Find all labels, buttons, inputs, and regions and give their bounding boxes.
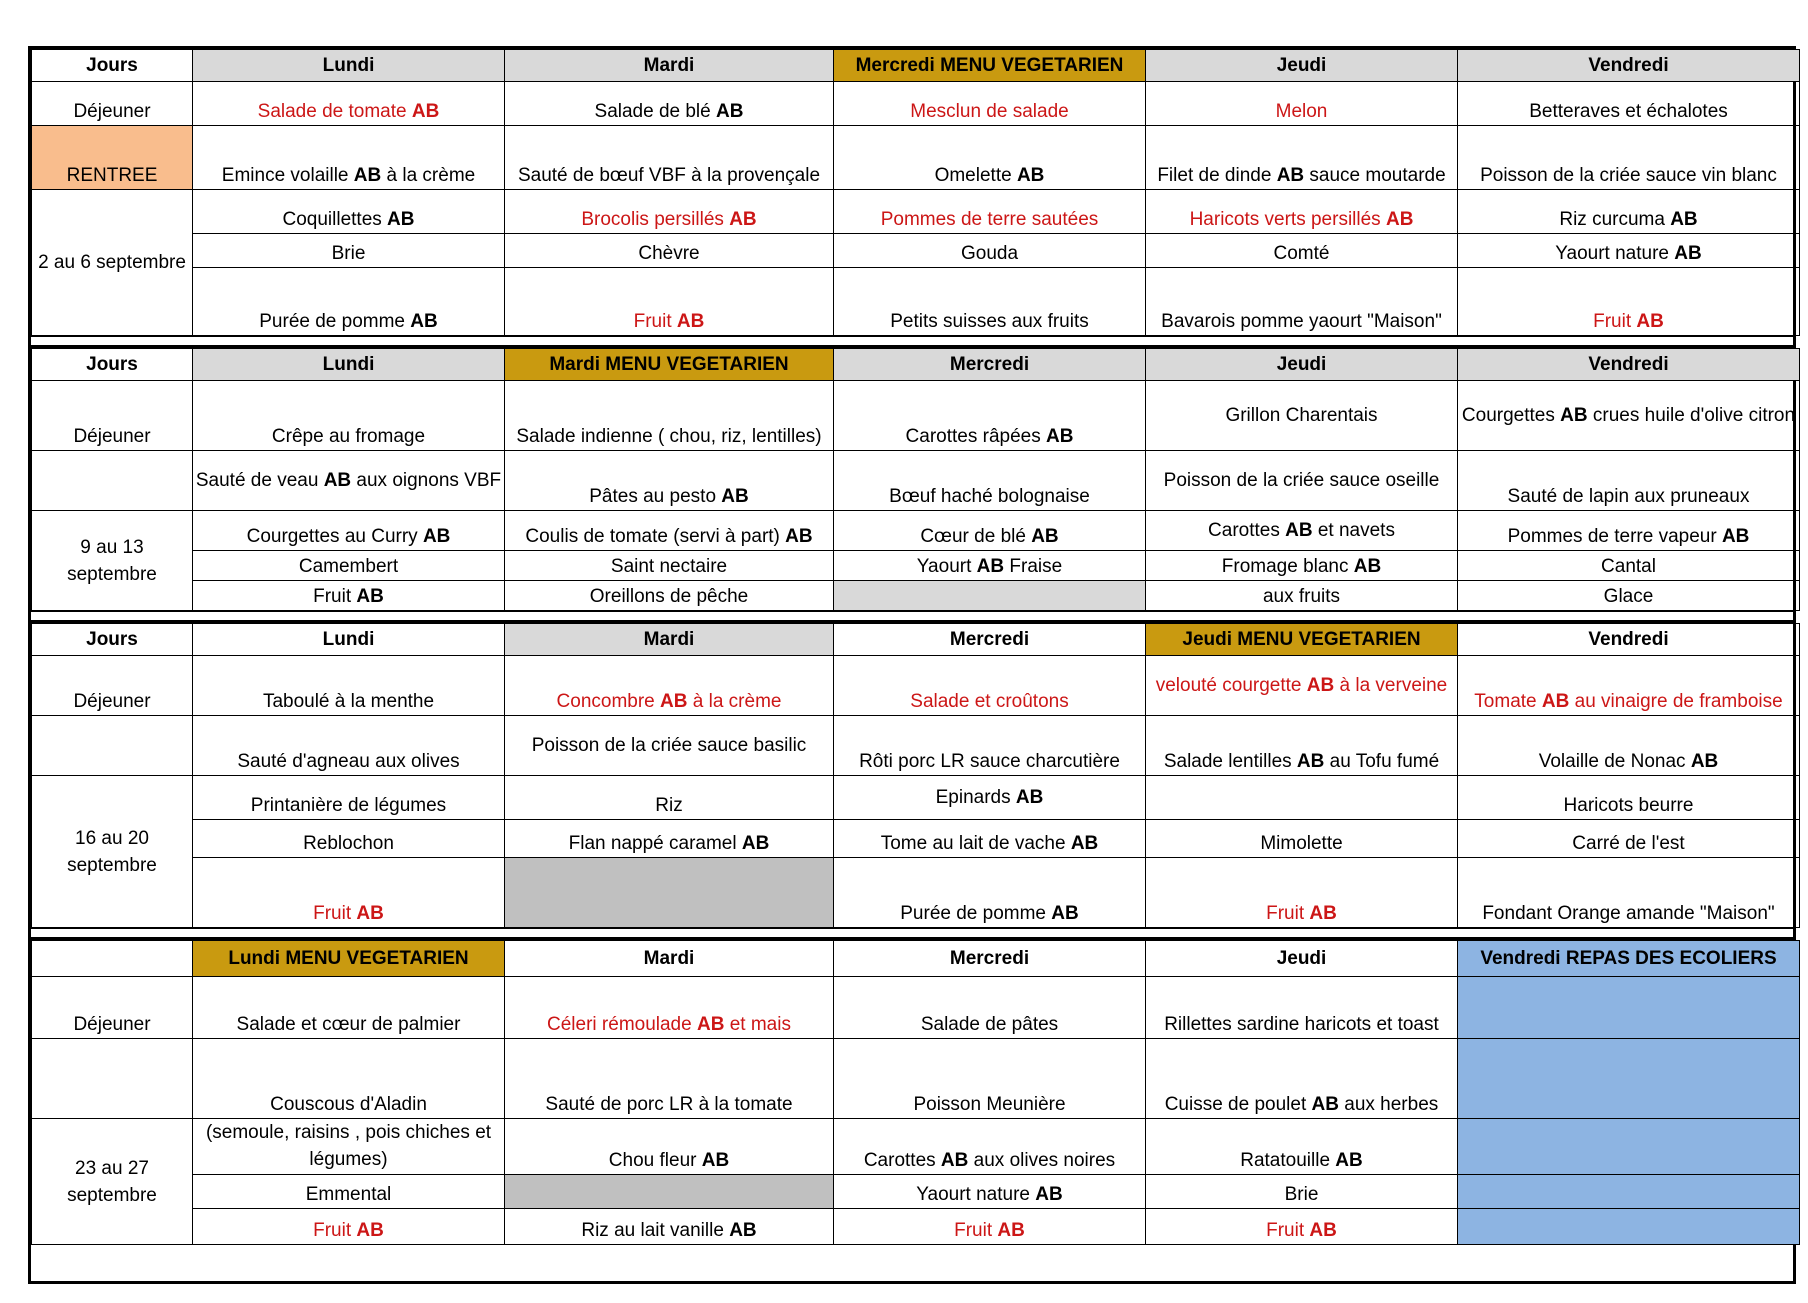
day-header-wednesday-vegetarian: Mercredi MENU VEGETARIEN xyxy=(834,50,1146,82)
day-header-monday: Lundi xyxy=(193,624,505,656)
menu-cell: Poisson Meunière xyxy=(834,1039,1146,1119)
day-header-monday: Lundi xyxy=(193,349,505,381)
empty-cell xyxy=(505,1175,834,1209)
meal-label-dejeuner: Déjeuner xyxy=(32,977,193,1039)
menu-cell: Oreillons de pêche xyxy=(505,581,834,611)
menu-cell: Mimolette xyxy=(1146,820,1458,858)
menu-cell: Fondant Orange amande "Maison" xyxy=(1458,858,1800,928)
menu-cell: Carottes râpées AB xyxy=(834,381,1146,451)
menu-cell: Courgettes AB crues huile d'olive citron xyxy=(1458,381,1800,451)
menu-cell: Flan nappé caramel AB xyxy=(505,820,834,858)
week-dates-label: 9 au 13 septembre xyxy=(32,511,193,611)
ecoliers-cell xyxy=(1458,977,1800,1039)
menu-cell: Betteraves et échalotes xyxy=(1458,82,1800,126)
menu-cell: Céleri rémoulade AB et mais xyxy=(505,977,834,1039)
day-header-thursday: Jeudi xyxy=(1146,50,1458,82)
jours-header: Jours xyxy=(32,50,193,82)
day-header-tuesday: Mardi xyxy=(505,624,834,656)
empty-label-cell xyxy=(32,451,193,511)
meal-label-dejeuner: Déjeuner xyxy=(32,381,193,451)
menu-cell: Pommes de terre sautées xyxy=(834,190,1146,234)
menu-cell: Salade lentilles AB au Tofu fumé xyxy=(1146,716,1458,776)
menu-cell: Crêpe au fromage xyxy=(193,381,505,451)
menu-cell: Poisson de la criée sauce basilic xyxy=(505,716,834,776)
menu-cell: Fruit AB xyxy=(1458,268,1800,336)
menu-cell: Brie xyxy=(1146,1175,1458,1209)
menu-cell: Fruit AB xyxy=(193,858,505,928)
menu-cell: Riz curcuma AB xyxy=(1458,190,1800,234)
menu-cell: Reblochon xyxy=(193,820,505,858)
menu-cell: Yaourt nature AB xyxy=(1458,234,1800,268)
day-header-friday: Vendredi xyxy=(1458,624,1800,656)
empty-cell xyxy=(505,858,834,928)
empty-cell xyxy=(834,581,1146,611)
ecoliers-cell xyxy=(1458,1175,1800,1209)
menu-cell: velouté courgette AB à la verveine xyxy=(1146,656,1458,716)
day-header-friday: Vendredi xyxy=(1458,349,1800,381)
menu-cell: Salade de tomate AB xyxy=(193,82,505,126)
ecoliers-cell xyxy=(1458,1119,1800,1175)
menu-cell: Carottes AB et navets xyxy=(1146,511,1458,551)
menu-cell: Salade et croûtons xyxy=(834,656,1146,716)
menu-cell: Melon xyxy=(1146,82,1458,126)
week-dates-label: 2 au 6 septembre xyxy=(32,190,193,336)
menu-cell: Taboulé à la menthe xyxy=(193,656,505,716)
jours-header: Jours xyxy=(32,349,193,381)
empty-cell xyxy=(1146,776,1458,820)
menu-cell: Cuisse de poulet AB aux herbes xyxy=(1146,1039,1458,1119)
day-header-tuesday: Mardi xyxy=(505,50,834,82)
menu-cell: Yaourt AB Fraise xyxy=(834,551,1146,581)
menu-cell: Sauté de lapin aux pruneaux xyxy=(1458,451,1800,511)
day-header-monday: Lundi xyxy=(193,50,505,82)
day-header-wednesday: Mercredi xyxy=(834,349,1146,381)
day-header-monday-vegetarian: Lundi MENU VEGETARIEN xyxy=(193,941,505,977)
day-header-friday-ecoliers: Vendredi REPAS DES ECOLIERS xyxy=(1458,941,1800,977)
week-3-table xyxy=(31,623,1800,928)
menu-cell: Fruit AB xyxy=(1146,1209,1458,1245)
menu-cell: Brocolis persillés AB xyxy=(505,190,834,234)
empty-label-cell xyxy=(32,716,193,776)
menu-cell: Cœur de blé AB xyxy=(834,511,1146,551)
week-separator xyxy=(31,611,1793,623)
menu-cell: Petits suisses aux fruits xyxy=(834,268,1146,336)
menu-cell: Filet de dinde AB sauce moutarde xyxy=(1146,126,1458,190)
menu-cell: Salade indienne ( chou, riz, lentilles) xyxy=(505,381,834,451)
jours-header xyxy=(32,941,193,977)
day-header-wednesday: Mercredi xyxy=(834,941,1146,977)
menu-cell: Fruit AB xyxy=(1146,858,1458,928)
week-dates-label: 16 au 20 septembre xyxy=(32,776,193,928)
menu-cell: Poisson de la criée sauce vin blanc xyxy=(1458,126,1800,190)
ecoliers-cell xyxy=(1458,1209,1800,1245)
menu-cell: aux fruits xyxy=(1146,581,1458,611)
menu-cell: Poisson de la criée sauce oseille xyxy=(1146,451,1458,511)
week-separator xyxy=(31,336,1793,348)
empty-label-cell xyxy=(32,1039,193,1119)
menu-cell: Yaourt nature AB xyxy=(834,1175,1146,1209)
menu-cell: Bœuf haché bolognaise xyxy=(834,451,1146,511)
menu-cell: Carottes AB aux olives noires xyxy=(834,1119,1146,1175)
menu-cell: Fruit AB xyxy=(193,581,505,611)
menu-cell: Courgettes au Curry AB xyxy=(193,511,505,551)
menu-cell: Purée de pomme AB xyxy=(834,858,1146,928)
rentree-label: RENTREE xyxy=(32,126,193,190)
menu-cell: Cantal xyxy=(1458,551,1800,581)
menu-cell: Emmental xyxy=(193,1175,505,1209)
menu-cell: Chèvre xyxy=(505,234,834,268)
menu-cell: Emince volaille AB à la crème xyxy=(193,126,505,190)
menu-cell: Brie xyxy=(193,234,505,268)
day-header-friday: Vendredi xyxy=(1458,50,1800,82)
menu-cell: Riz au lait vanille AB xyxy=(505,1209,834,1245)
menu-cell: Fruit AB xyxy=(834,1209,1146,1245)
menu-cell: Fromage blanc AB xyxy=(1146,551,1458,581)
day-header-tuesday-vegetarian: Mardi MENU VEGETARIEN xyxy=(505,349,834,381)
week-4-table xyxy=(31,940,1800,1245)
menu-cell: Sauté de porc LR à la tomate xyxy=(505,1039,834,1119)
menu-cell: Saint nectaire xyxy=(505,551,834,581)
menu-cell: Ratatouille AB xyxy=(1146,1119,1458,1175)
menu-cell: Sauté d'agneau aux olives xyxy=(193,716,505,776)
menu-cell: Haricots verts persillés AB xyxy=(1146,190,1458,234)
day-header-tuesday: Mardi xyxy=(505,941,834,977)
menu-cell: Grillon Charentais xyxy=(1146,381,1458,451)
week-1-table xyxy=(31,49,1800,336)
menu-cell: Coquillettes AB xyxy=(193,190,505,234)
week-2-table xyxy=(31,348,1800,611)
menu-cell: Camembert xyxy=(193,551,505,581)
menu-cell: Pommes de terre vapeur AB xyxy=(1458,511,1800,551)
menu-cell: Sauté de bœuf VBF à la provençale xyxy=(505,126,834,190)
menu-cell: Haricots beurre xyxy=(1458,776,1800,820)
week-dates-label: 23 au 27 septembre xyxy=(32,1119,193,1245)
menu-cell: Fruit AB xyxy=(193,1209,505,1245)
menu-cell: Coulis de tomate (servi à part) AB xyxy=(505,511,834,551)
menu-cell: Salade de blé AB xyxy=(505,82,834,126)
ecoliers-cell xyxy=(1458,1039,1800,1119)
jours-header: Jours xyxy=(32,624,193,656)
menu-cell: Pâtes au pesto AB xyxy=(505,451,834,511)
menu-cell: Epinards AB xyxy=(834,776,1146,820)
menu-cell: Tome au lait de vache AB xyxy=(834,820,1146,858)
menu-cell: Purée de pomme AB xyxy=(193,268,505,336)
menu-cell: Riz xyxy=(505,776,834,820)
menu-cell: Concombre AB à la crème xyxy=(505,656,834,716)
menu-cell: Bavarois pomme yaourt "Maison" xyxy=(1146,268,1458,336)
menu-cell: (semoule, raisins , pois chiches et légumes) xyxy=(193,1119,505,1175)
week-separator xyxy=(31,928,1793,940)
day-header-thursday: Jeudi xyxy=(1146,941,1458,977)
menu-cell: Carré de l'est xyxy=(1458,820,1800,858)
menu-cell: Sauté de veau AB aux oignons VBF xyxy=(193,451,505,511)
menu-cell: Printanière de légumes xyxy=(193,776,505,820)
menu-cell: Comté xyxy=(1146,234,1458,268)
menu-cell: Gouda xyxy=(834,234,1146,268)
menu-cell: Couscous d'Aladin xyxy=(193,1039,505,1119)
meal-label-dejeuner: Déjeuner xyxy=(32,82,193,126)
menu-cell: Chou fleur AB xyxy=(505,1119,834,1175)
menu-cell: Glace xyxy=(1458,581,1800,611)
menu-cell: Salade et cœur de palmier xyxy=(193,977,505,1039)
menu-cell: Fruit AB xyxy=(505,268,834,336)
menu-cell: Salade de pâtes xyxy=(834,977,1146,1039)
menu-cell: Tomate AB au vinaigre de framboise xyxy=(1458,656,1800,716)
meal-label-dejeuner: Déjeuner xyxy=(32,656,193,716)
menu-cell: Rôti porc LR sauce charcutière xyxy=(834,716,1146,776)
day-header-thursday: Jeudi xyxy=(1146,349,1458,381)
school-menu-calendar xyxy=(28,46,1796,1284)
menu-cell: Volaille de Nonac AB xyxy=(1458,716,1800,776)
day-header-thursday-vegetarian: Jeudi MENU VEGETARIEN xyxy=(1146,624,1458,656)
day-header-wednesday: Mercredi xyxy=(834,624,1146,656)
menu-cell: Rillettes sardine haricots et toast xyxy=(1146,977,1458,1039)
menu-cell: Omelette AB xyxy=(834,126,1146,190)
menu-cell: Mesclun de salade xyxy=(834,82,1146,126)
